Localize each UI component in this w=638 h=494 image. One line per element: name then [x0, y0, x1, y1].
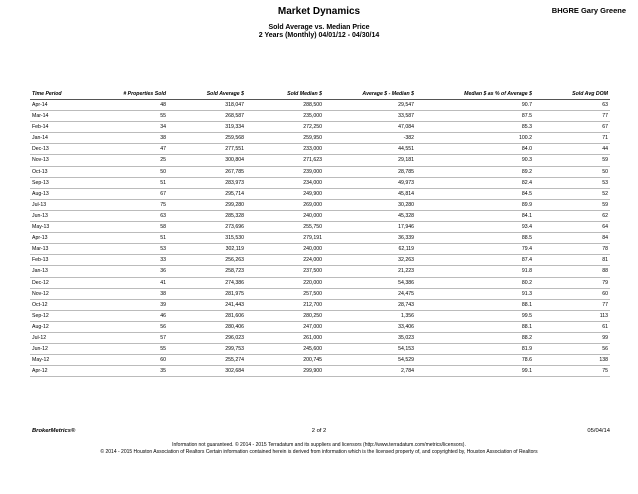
cell-properties-sold: 33: [92, 255, 168, 266]
cell-sold-median: 269,000: [246, 199, 324, 210]
cell-avg-minus-median: 1,356: [324, 310, 416, 321]
cell-sold-avg-dom: 56: [534, 344, 610, 355]
cell-sold-avg-dom: 59: [534, 155, 610, 166]
cell-sold-avg-dom: 84: [534, 233, 610, 244]
cell-time-period: Sep-12: [30, 310, 92, 321]
cell-median-pct-avg: 100.2: [416, 133, 534, 144]
cell-sold-average: 295,714: [168, 188, 246, 199]
cell-avg-minus-median: 29,181: [324, 155, 416, 166]
cell-median-pct-avg: 78.6: [416, 355, 534, 366]
cell-sold-avg-dom: 44: [534, 144, 610, 155]
cell-sold-avg-dom: 75: [534, 366, 610, 377]
cell-time-period: Apr-14: [30, 100, 92, 111]
table-header-row: [30, 90, 610, 100]
cell-sold-median: 234,000: [246, 177, 324, 188]
disclaimer-line-2: © 2014 - 2015 Houston Association of Realtors Certain information contained herein is derived from information which is the licensed property of, and copyrighted by, Houston Association of Realtors: [100, 449, 538, 455]
cell-avg-minus-median: 28,785: [324, 166, 416, 177]
cell-median-pct-avg: 79.4: [416, 244, 534, 255]
cell-properties-sold: 47: [92, 144, 168, 155]
cell-avg-minus-median: 45,328: [324, 210, 416, 221]
cell-time-period: Jan-13: [30, 266, 92, 277]
table-row: [30, 199, 610, 210]
cell-properties-sold: 39: [92, 299, 168, 310]
cell-median-pct-avg: 87.5: [416, 111, 534, 122]
cell-sold-median: 247,000: [246, 321, 324, 332]
cell-sold-median: 239,000: [246, 166, 324, 177]
cell-avg-minus-median: 2,784: [324, 366, 416, 377]
cell-avg-minus-median: 45,814: [324, 188, 416, 199]
cell-time-period: Nov-13: [30, 155, 92, 166]
cell-sold-median: 271,623: [246, 155, 324, 166]
cell-sold-median: 220,000: [246, 277, 324, 288]
cell-properties-sold: 48: [92, 100, 168, 111]
cell-sold-avg-dom: 50: [534, 166, 610, 177]
cell-median-pct-avg: 99.5: [416, 310, 534, 321]
table-row: [30, 122, 610, 133]
cell-sold-average: 315,530: [168, 233, 246, 244]
cell-median-pct-avg: 90.3: [416, 155, 534, 166]
cell-sold-average: 318,047: [168, 100, 246, 111]
cell-sold-median: 249,900: [246, 188, 324, 199]
cell-median-pct-avg: 84.0: [416, 144, 534, 155]
cell-properties-sold: 67: [92, 188, 168, 199]
cell-sold-median: 224,000: [246, 255, 324, 266]
cell-sold-avg-dom: 59: [534, 199, 610, 210]
cell-sold-avg-dom: 62: [534, 210, 610, 221]
cell-avg-minus-median: 62,119: [324, 244, 416, 255]
footer-brokermetrics: BrokerMetrics®: [32, 428, 76, 434]
cell-sold-median: 261,000: [246, 332, 324, 343]
table-row: [30, 277, 610, 288]
table-row: [30, 100, 610, 111]
cell-properties-sold: 46: [92, 310, 168, 321]
table-row: [30, 233, 610, 244]
cell-time-period: Sep-13: [30, 177, 92, 188]
cell-sold-avg-dom: 77: [534, 111, 610, 122]
cell-avg-minus-median: 54,529: [324, 355, 416, 366]
cell-properties-sold: 50: [92, 166, 168, 177]
cell-time-period: Aug-13: [30, 188, 92, 199]
cell-sold-avg-dom: 79: [534, 277, 610, 288]
cell-time-period: Apr-12: [30, 366, 92, 377]
cell-sold-average: 256,263: [168, 255, 246, 266]
cell-median-pct-avg: 88.1: [416, 321, 534, 332]
cell-sold-average: 300,804: [168, 155, 246, 166]
cell-properties-sold: 53: [92, 244, 168, 255]
cell-properties-sold: 58: [92, 222, 168, 233]
cell-avg-minus-median: 21,223: [324, 266, 416, 277]
cell-median-pct-avg: 99.1: [416, 366, 534, 377]
cell-sold-average: 299,280: [168, 199, 246, 210]
cell-time-period: Nov-12: [30, 288, 92, 299]
cell-sold-median: 299,900: [246, 366, 324, 377]
cell-avg-minus-median: 36,339: [324, 233, 416, 244]
cell-sold-avg-dom: 63: [534, 100, 610, 111]
cell-sold-average: 283,973: [168, 177, 246, 188]
cell-sold-median: 279,191: [246, 233, 324, 244]
cell-properties-sold: 60: [92, 355, 168, 366]
cell-time-period: Apr-13: [30, 233, 92, 244]
table-row: [30, 355, 610, 366]
table-row: [30, 166, 610, 177]
cell-time-period: Mar-14: [30, 111, 92, 122]
cell-sold-median: 200,745: [246, 355, 324, 366]
cell-sold-median: 257,500: [246, 288, 324, 299]
cell-sold-median: 233,000: [246, 144, 324, 155]
cell-time-period: Feb-14: [30, 122, 92, 133]
col-header-median-pct-avg: Median $ as % of Average $: [416, 90, 534, 100]
cell-properties-sold: 36: [92, 266, 168, 277]
table-row: [30, 111, 610, 122]
table-row: [30, 299, 610, 310]
cell-sold-avg-dom: 78: [534, 244, 610, 255]
cell-time-period: May-12: [30, 355, 92, 366]
table-row: [30, 310, 610, 321]
table-body: [30, 100, 610, 377]
cell-properties-sold: 63: [92, 210, 168, 221]
cell-properties-sold: 75: [92, 199, 168, 210]
disclaimer-line-1: Information not guaranteed. © 2014 - 2015 Terradatum and its suppliers and licensors (http://www.terradatum.com/metrics/licensors).: [172, 442, 466, 448]
table-row: [30, 222, 610, 233]
cell-sold-median: 255,750: [246, 222, 324, 233]
cell-time-period: Jul-13: [30, 199, 92, 210]
cell-properties-sold: 55: [92, 111, 168, 122]
cell-properties-sold: 25: [92, 155, 168, 166]
cell-avg-minus-median: 33,406: [324, 321, 416, 332]
cell-properties-sold: 35: [92, 366, 168, 377]
cell-avg-minus-median: 17,946: [324, 222, 416, 233]
cell-sold-average: 274,386: [168, 277, 246, 288]
brand-name: BHGRE Gary Greene: [551, 6, 626, 15]
cell-sold-median: 235,000: [246, 111, 324, 122]
table-row: [30, 366, 610, 377]
col-header-sold-median: Sold Median $: [246, 90, 324, 100]
cell-sold-average: 255,274: [168, 355, 246, 366]
report-date-range: 2 Years (Monthly) 04/01/12 - 04/30/14: [258, 32, 380, 39]
cell-median-pct-avg: 93.4: [416, 222, 534, 233]
cell-median-pct-avg: 91.8: [416, 266, 534, 277]
table-row: [30, 210, 610, 221]
cell-avg-minus-median: 54,386: [324, 277, 416, 288]
table-row: [30, 255, 610, 266]
cell-properties-sold: 56: [92, 321, 168, 332]
table-row: [30, 332, 610, 343]
cell-median-pct-avg: 91.3: [416, 288, 534, 299]
cell-sold-avg-dom: 52: [534, 188, 610, 199]
cell-time-period: Dec-13: [30, 144, 92, 155]
cell-median-pct-avg: 85.3: [416, 122, 534, 133]
cell-time-period: Jul-12: [30, 332, 92, 343]
cell-sold-median: 280,250: [246, 310, 324, 321]
cell-sold-avg-dom: 113: [534, 310, 610, 321]
cell-sold-average: 267,785: [168, 166, 246, 177]
cell-time-period: Mar-13: [30, 244, 92, 255]
cell-avg-minus-median: 54,153: [324, 344, 416, 355]
cell-avg-minus-median: 28,743: [324, 299, 416, 310]
cell-sold-average: 280,406: [168, 321, 246, 332]
cell-sold-median: 272,250: [246, 122, 324, 133]
cell-sold-avg-dom: 71: [534, 133, 610, 144]
cell-sold-median: 237,500: [246, 266, 324, 277]
cell-sold-average: 281,606: [168, 310, 246, 321]
cell-median-pct-avg: 81.9: [416, 344, 534, 355]
cell-sold-average: 258,723: [168, 266, 246, 277]
cell-properties-sold: 34: [92, 122, 168, 133]
cell-time-period: May-13: [30, 222, 92, 233]
cell-median-pct-avg: 80.2: [416, 277, 534, 288]
cell-sold-average: 302,119: [168, 244, 246, 255]
cell-sold-median: 240,000: [246, 244, 324, 255]
cell-avg-minus-median: 24,475: [324, 288, 416, 299]
cell-time-period: Oct-12: [30, 299, 92, 310]
cell-sold-avg-dom: 64: [534, 222, 610, 233]
cell-properties-sold: 51: [92, 177, 168, 188]
cell-median-pct-avg: 88.1: [416, 299, 534, 310]
cell-avg-minus-median: 47,084: [324, 122, 416, 133]
col-header-sold-avg-dom: Sold Avg DOM: [534, 90, 610, 100]
cell-median-pct-avg: 89.9: [416, 199, 534, 210]
table-row: [30, 344, 610, 355]
cell-median-pct-avg: 89.2: [416, 166, 534, 177]
cell-sold-average: 281,975: [168, 288, 246, 299]
cell-avg-minus-median: 32,263: [324, 255, 416, 266]
cell-properties-sold: 41: [92, 277, 168, 288]
cell-sold-average: 319,334: [168, 122, 246, 133]
cell-sold-median: 288,500: [246, 100, 324, 111]
cell-avg-minus-median: 49,973: [324, 177, 416, 188]
table-row: [30, 266, 610, 277]
cell-avg-minus-median: 29,547: [324, 100, 416, 111]
cell-time-period: Dec-12: [30, 277, 92, 288]
table-row: [30, 244, 610, 255]
cell-median-pct-avg: 84.1: [416, 210, 534, 221]
table-row: [30, 133, 610, 144]
table-row: [30, 188, 610, 199]
table-row: [30, 155, 610, 166]
cell-avg-minus-median: -382: [324, 133, 416, 144]
report-subtitle: Sold Average vs. Median Price: [268, 24, 370, 31]
cell-sold-avg-dom: 60: [534, 288, 610, 299]
cell-sold-average: 302,684: [168, 366, 246, 377]
cell-sold-average: 259,568: [168, 133, 246, 144]
table-row: [30, 321, 610, 332]
cell-sold-average: 296,023: [168, 332, 246, 343]
cell-time-period: Oct-13: [30, 166, 92, 177]
cell-avg-minus-median: 30,280: [324, 199, 416, 210]
footer-date: 05/04/14: [587, 428, 610, 434]
cell-time-period: Jan-14: [30, 133, 92, 144]
cell-sold-average: 299,753: [168, 344, 246, 355]
cell-median-pct-avg: 82.4: [416, 177, 534, 188]
col-header-avg-minus-median: Average $ - Median $: [324, 90, 416, 100]
cell-avg-minus-median: 35,023: [324, 332, 416, 343]
cell-time-period: Jun-13: [30, 210, 92, 221]
cell-sold-median: 212,700: [246, 299, 324, 310]
cell-sold-avg-dom: 88: [534, 266, 610, 277]
cell-sold-average: 241,443: [168, 299, 246, 310]
table-row: [30, 144, 610, 155]
cell-properties-sold: 57: [92, 332, 168, 343]
cell-sold-avg-dom: 61: [534, 321, 610, 332]
cell-sold-avg-dom: 99: [534, 332, 610, 343]
cell-sold-median: 245,600: [246, 344, 324, 355]
col-header-properties-sold: # Properties Sold: [92, 90, 168, 100]
cell-properties-sold: 38: [92, 288, 168, 299]
market-dynamics-table: [30, 90, 610, 377]
cell-properties-sold: 51: [92, 233, 168, 244]
report-title: Market Dynamics: [277, 6, 361, 17]
cell-time-period: Aug-12: [30, 321, 92, 332]
cell-sold-average: 273,696: [168, 222, 246, 233]
col-header-sold-average: Sold Average $: [168, 90, 246, 100]
col-header-time-period: Time Period: [30, 90, 92, 100]
report-header: [0, 6, 638, 39]
cell-median-pct-avg: 87.4: [416, 255, 534, 266]
cell-sold-average: 277,551: [168, 144, 246, 155]
disclaimer: [0, 442, 638, 456]
cell-time-period: Feb-13: [30, 255, 92, 266]
cell-median-pct-avg: 90.7: [416, 100, 534, 111]
cell-sold-avg-dom: 81: [534, 255, 610, 266]
cell-time-period: Jun-12: [30, 344, 92, 355]
table-row: [30, 177, 610, 188]
footer-page-number: 2 of 2: [311, 428, 327, 434]
cell-median-pct-avg: 88.5: [416, 233, 534, 244]
cell-sold-avg-dom: 77: [534, 299, 610, 310]
cell-sold-median: 240,000: [246, 210, 324, 221]
cell-sold-avg-dom: 67: [534, 122, 610, 133]
cell-sold-average: 268,587: [168, 111, 246, 122]
cell-properties-sold: 38: [92, 133, 168, 144]
cell-sold-avg-dom: 138: [534, 355, 610, 366]
cell-median-pct-avg: 84.5: [416, 188, 534, 199]
cell-avg-minus-median: 44,551: [324, 144, 416, 155]
cell-avg-minus-median: 33,587: [324, 111, 416, 122]
cell-sold-median: 259,950: [246, 133, 324, 144]
table-row: [30, 288, 610, 299]
cell-median-pct-avg: 88.2: [416, 332, 534, 343]
cell-sold-avg-dom: 53: [534, 177, 610, 188]
cell-properties-sold: 55: [92, 344, 168, 355]
cell-sold-average: 285,328: [168, 210, 246, 221]
